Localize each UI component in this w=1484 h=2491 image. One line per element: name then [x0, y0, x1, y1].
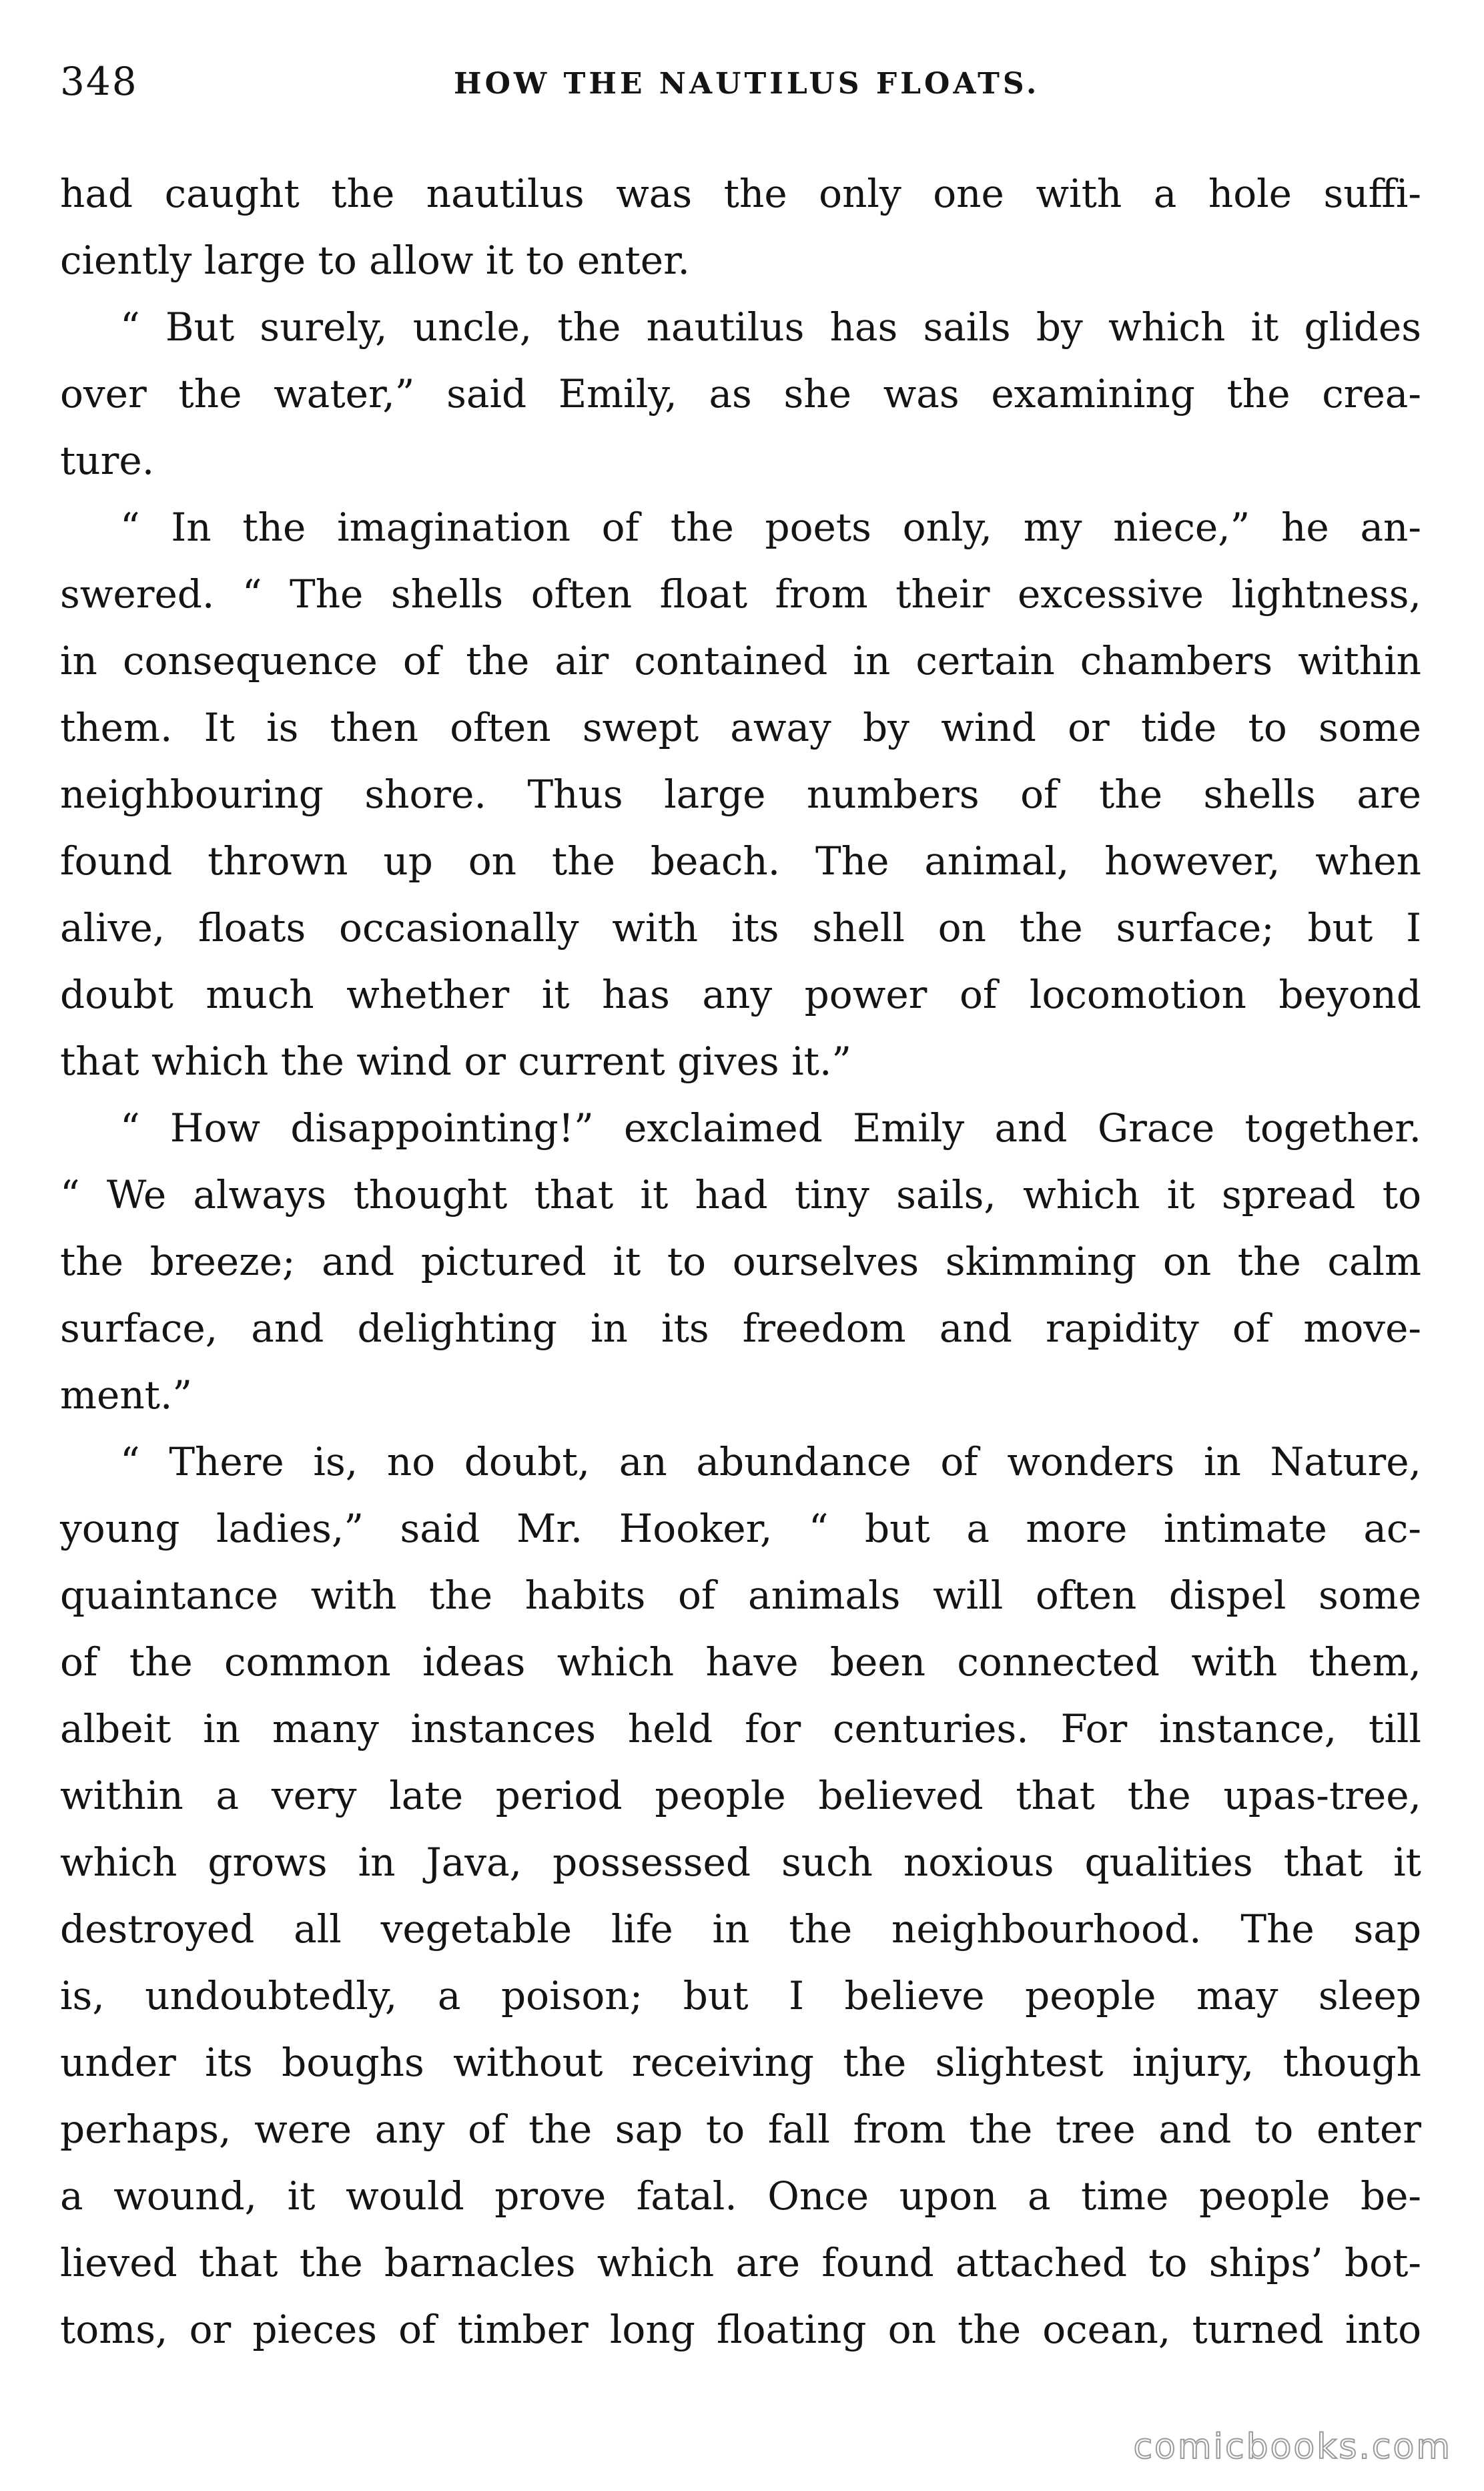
text-line: toms, or pieces of timber long floating on the ocean, turned into	[60, 2307, 1421, 2352]
text-line: doubt much whether it has any power of locomotion beyond	[60, 972, 1421, 1017]
text-line: swered. “ The shells often float from their excessive lightness,	[60, 571, 1421, 617]
text-line: is, undoubtedly, a poison; but I believe people may sleep	[60, 1973, 1421, 2018]
text-line: had caught the nautilus was the only one with a hole suffi-	[60, 171, 1421, 216]
text-line: lieved that the barnacles which are found attached to ships’ bot-	[60, 2240, 1421, 2285]
text-line: that which the wind or current gives it.”	[60, 1039, 852, 1084]
text-line: “ How disappointing!” exclaimed Emily and Grace together.	[120, 1105, 1421, 1151]
page-header	[60, 59, 1421, 112]
text-line: young ladies,” said Mr. Hooker, “ but a more intimate ac-	[60, 1506, 1421, 1551]
text-line: ture.	[60, 438, 155, 483]
text-line: “ We always thought that it had tiny sails, which it spread to	[60, 1172, 1421, 1217]
text-line: of the common ideas which have been connected with them,	[60, 1639, 1421, 1685]
text-line: within a very late period people believed that the upas-tree,	[60, 1773, 1421, 1818]
text-line: under its boughs without receiving the slightest injury, though	[60, 2040, 1421, 2085]
text-line: neighbouring shore. Thus large numbers of the shells are	[60, 772, 1421, 817]
text-line: surface, and delighting in its freedom and rapidity of move-	[60, 1306, 1421, 1351]
body-text	[60, 160, 1421, 2363]
text-line: “ In the imagination of the poets only, my niece,” he an-	[120, 505, 1421, 550]
text-line: albeit in many instances held for centuries. For instance, till	[60, 1706, 1421, 1751]
text-line: quaintance with the habits of animals will often dispel some	[60, 1573, 1421, 1618]
text-line: perhaps, were any of the sap to fall from the tree and to enter	[60, 2107, 1421, 2152]
watermark: comicbooks.com	[1133, 2427, 1452, 2467]
text-line: a wound, it would prove fatal. Once upon a time people be-	[60, 2173, 1421, 2219]
text-line: ment.”	[60, 1372, 193, 1418]
text-line: found thrown up on the beach. The animal, however, when	[60, 838, 1421, 884]
text-line: the breeze; and pictured it to ourselves skimming on the calm	[60, 1239, 1421, 1284]
text-line: which grows in Java, possessed such noxious qualities that it	[60, 1840, 1421, 1885]
text-line: them. It is then often swept away by wind or tide to some	[60, 705, 1421, 750]
page-number: 348	[60, 59, 138, 104]
text-line: destroyed all vegetable life in the neighbourhood. The sap	[60, 1906, 1421, 1952]
text-line: over the water,” said Emily, as she was examining the crea-	[60, 371, 1421, 417]
text-line: in consequence of the air contained in certain chambers within	[60, 638, 1421, 683]
text-line: “ But surely, uncle, the nautilus has sails by which it glides	[120, 304, 1421, 350]
text-line: ciently large to allow it to enter.	[60, 238, 690, 283]
text-line: “ There is, no doubt, an abundance of wonders in Nature,	[120, 1439, 1421, 1484]
running-head: HOW THE NAUTILUS FLOATS.	[454, 67, 1040, 101]
text-line: alive, floats occasionally with its shell on the surface; but I	[60, 905, 1421, 950]
